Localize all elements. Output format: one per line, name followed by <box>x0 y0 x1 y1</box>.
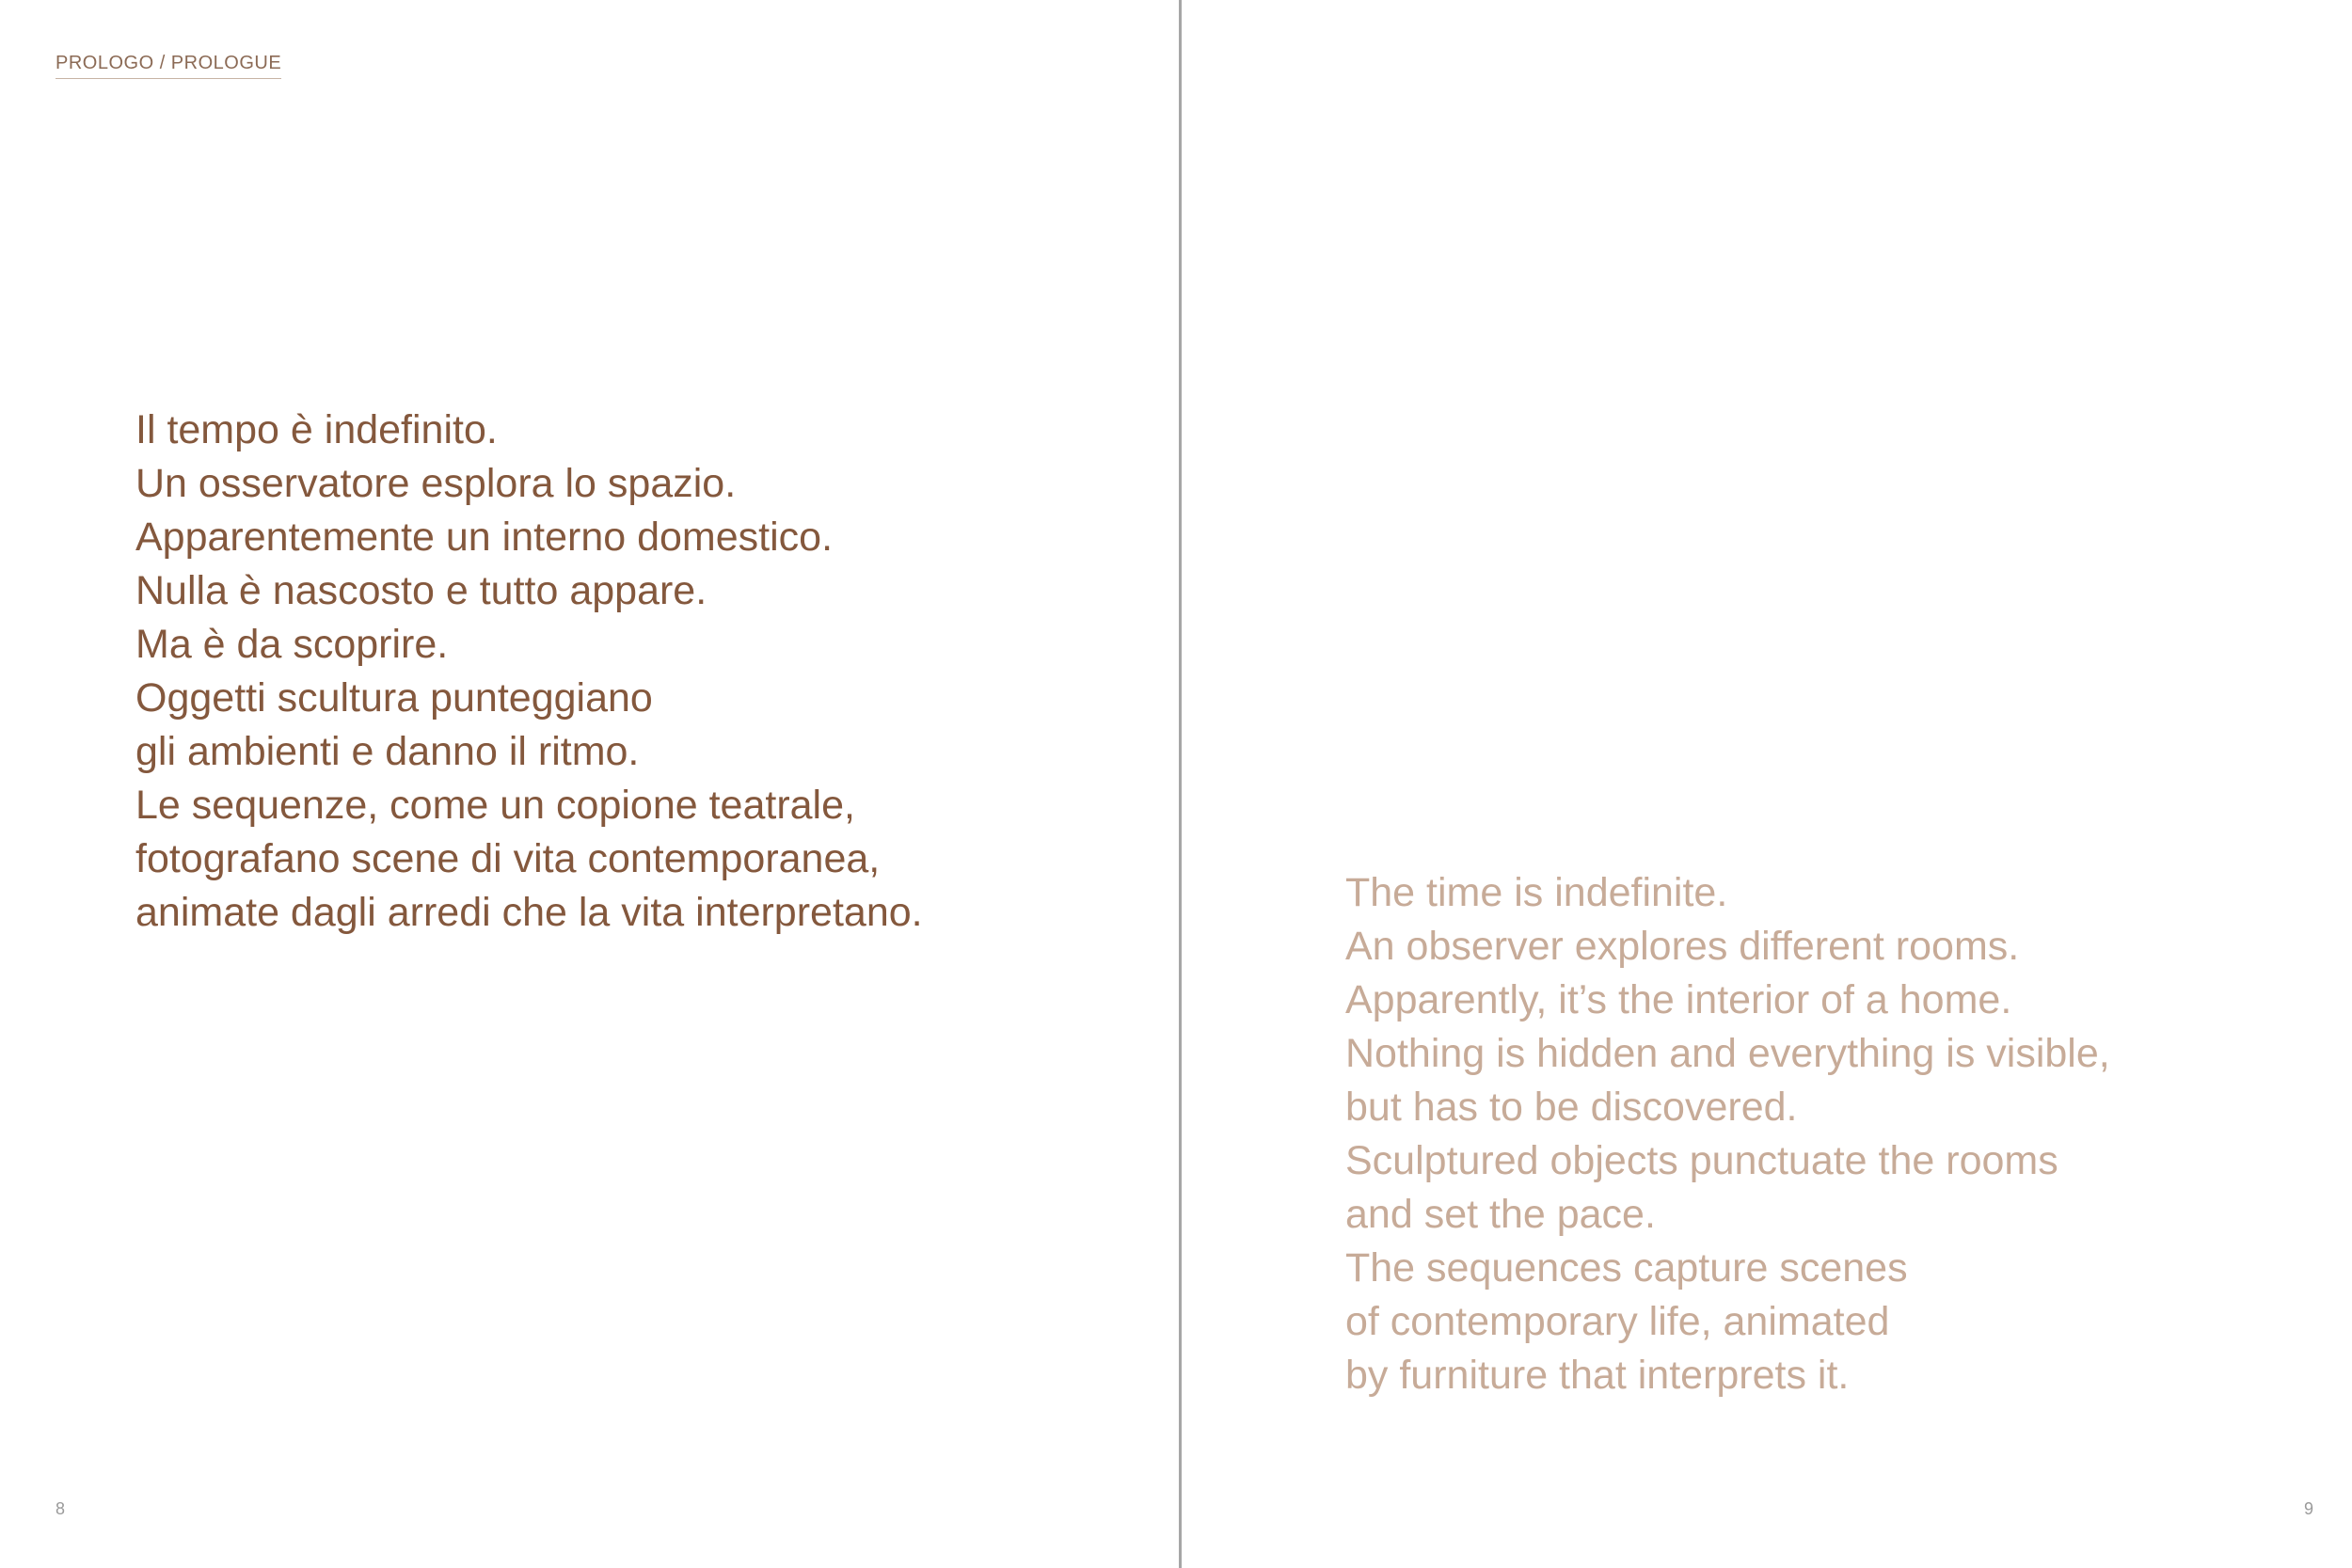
italian-line: Apparentemente un interno domestico. <box>135 515 834 560</box>
section-label: PROLOGO / PROLOGUE <box>56 53 281 79</box>
italian-line: gli ambienti e danno il ritmo. <box>135 729 640 774</box>
italian-line: Oggetti scultura punteggiano <box>135 675 653 721</box>
english-line: of contemporary life, animated <box>1345 1299 1890 1344</box>
english-line: The sequences capture scenes <box>1345 1245 1908 1291</box>
italian-line: fotografano scene di vita contemporanea, <box>135 836 881 881</box>
english-text-block <box>1345 866 2110 1402</box>
italian-line: Il tempo è indefinito. <box>135 407 498 452</box>
english-line: Apparently, it’s the interior of a home. <box>1345 977 2012 1022</box>
english-line: Nothing is hidden and everything is visible, <box>1345 1031 2110 1076</box>
english-line: Sculptured objects punctuate the rooms <box>1345 1138 2058 1183</box>
page-number-left: 8 <box>56 1499 66 1518</box>
italian-line: Ma è da scoprire. <box>135 622 449 667</box>
english-line: by furniture that interprets it. <box>1345 1353 1850 1398</box>
english-line: The time is indefinite. <box>1345 870 1728 915</box>
italian-line: Le sequenze, come un copione teatrale, <box>135 783 855 828</box>
italian-line: Nulla è nascosto e tutto appare. <box>135 568 707 613</box>
italian-text-block <box>135 404 923 940</box>
english-line: An observer explores different rooms. <box>1345 924 2020 969</box>
right-page <box>1182 0 2352 1568</box>
italian-line: animate dagli arredi che la vita interpretano. <box>135 890 923 935</box>
italian-line: Un osservatore esplora lo spazio. <box>135 461 737 506</box>
page-number-right: 9 <box>2303 1499 2313 1518</box>
english-line: but has to be discovered. <box>1345 1085 1798 1130</box>
english-line: and set the pace. <box>1345 1192 1656 1237</box>
